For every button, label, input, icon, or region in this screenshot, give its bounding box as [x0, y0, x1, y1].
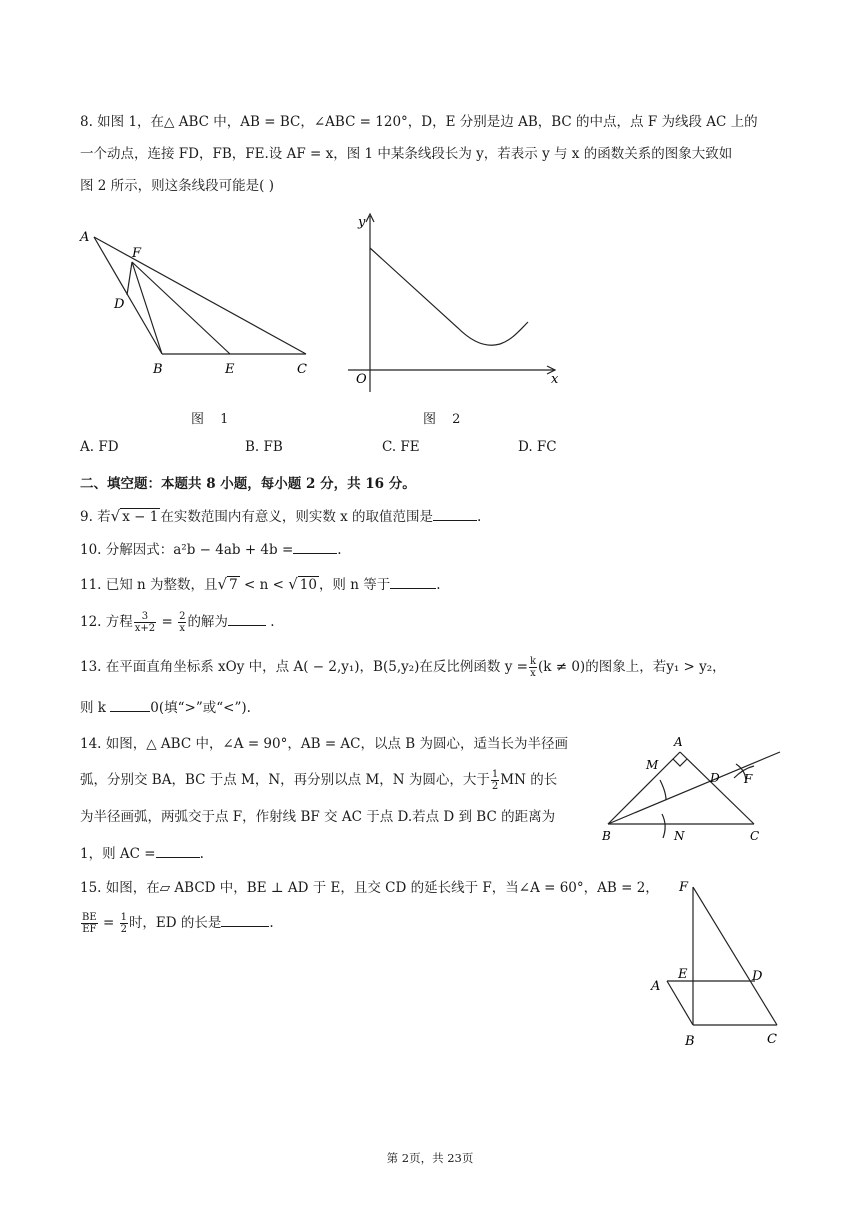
ray-bf — [608, 752, 780, 824]
q15-eq: = — [98, 915, 119, 931]
q8-line2: 一个动点，连接 FD，FB，FE.设 AF = x，图 1 中某条线段长为 y，若表示 y 与 x 的函数关系的图象大致如 — [80, 146, 733, 162]
q14-line2-post: MN 的长 — [500, 772, 558, 788]
q8-line1: 8. 如图 1，在△ ABC 中，AB = BC，∠ABC = 120°，D，E 分别是边 AB，BC 的中点，点 F 为线段 AC 上的 — [80, 114, 758, 130]
label-b: B — [685, 1034, 695, 1049]
label-a: A — [674, 735, 683, 749]
label-m: M — [646, 758, 659, 772]
q9 — [80, 506, 481, 527]
q11-mid: < n < — [239, 577, 289, 593]
label-a: A — [651, 979, 661, 994]
option-d: D. FC — [518, 439, 557, 455]
q14-line2-pre: 弧，分别交 BA，BC 于点 M，N，再分别以点 M，N 为圆心，大于 — [80, 772, 490, 788]
q15-line1: 15. 如图，在▱ ABCD 中，BE ⊥ AD 于 E，且交 CD 的延长线于 F，当∠A = 60°，AB = 2， — [80, 880, 659, 896]
q9-answer-blank — [433, 506, 477, 521]
arc-n — [662, 814, 665, 838]
label-f: F — [679, 880, 689, 895]
q9-post: 在实数范围内有意义，则实数 x 的取值范围是 — [160, 509, 434, 525]
q12-end: . — [265, 614, 275, 630]
sqrt-icon: √ — [217, 575, 228, 593]
q12-post: 的解为 — [187, 614, 228, 630]
q14-fraction: $\frac{1}{2}$ — [491, 769, 499, 792]
q10-answer-blank — [293, 539, 337, 554]
q13-answer-blank — [110, 697, 150, 712]
function-curve — [370, 248, 528, 345]
q14-line4 — [80, 843, 204, 864]
label-e: E — [225, 362, 235, 377]
label-f: F — [132, 246, 142, 261]
label-d: D — [114, 297, 125, 312]
q9-radicand: x − 1 — [122, 509, 159, 525]
q13-line2-pre: 则 k — [80, 700, 111, 716]
q14-figure — [596, 728, 796, 846]
segment-fd — [127, 262, 132, 295]
q10 — [80, 539, 342, 560]
q14-line2 — [80, 769, 557, 792]
segment-ba — [608, 752, 680, 824]
label-f: F — [744, 772, 753, 786]
section-2-heading: 二、填空题：本题共 8 小题，每小题 2 分，共 16 分。 — [80, 476, 416, 492]
sqrt-icon: √ — [288, 575, 298, 593]
q10-end: . — [337, 542, 342, 558]
q11-radicand-1: 7 — [229, 577, 238, 593]
label-d: D — [710, 771, 720, 785]
q12-pre: 12. 方程 — [80, 614, 133, 630]
q13-line1 — [80, 656, 726, 679]
q15-answer-blank — [221, 912, 269, 927]
q12-fraction-2: $\frac{2}{x}$ — [179, 611, 186, 634]
q11-pre: 11. 已知 n 为整数，且 — [80, 577, 218, 593]
q14-line3: 为半径画弧，两弧交于点 F，作射线 BF 交 AC 于点 D.若点 D 到 BC 的距离为 — [80, 809, 556, 825]
q13-line2 — [80, 697, 251, 718]
q11-end: . — [436, 577, 441, 593]
segment-ab — [667, 981, 693, 1025]
q11 — [80, 574, 441, 595]
q14-line4-pre: 1，则 AC = — [80, 846, 156, 862]
q11-post: ，则 n 等于 — [318, 577, 391, 593]
label-c: C — [767, 1032, 777, 1047]
label-e: E — [678, 967, 688, 982]
label-y: y — [358, 215, 366, 230]
q11-radicand-2: 10 — [299, 577, 317, 593]
q15-end: . — [269, 915, 274, 931]
label-b: B — [602, 829, 611, 843]
option-a: A. FD — [80, 439, 119, 455]
segment-ab — [94, 237, 162, 354]
q8-line3: 图 2 所示，则这条线段可能是( ) — [80, 178, 274, 194]
q14-answer-blank — [156, 843, 200, 858]
q13-line2-post: 0(填“>”或“<”). — [150, 700, 251, 716]
q12-fraction-1: $\frac{3}{x+2}$ — [134, 611, 156, 634]
q15-line2 — [80, 912, 274, 935]
q13-line1-post: (k ≠ 0)的图象上，若y₁ > y₂， — [538, 659, 726, 675]
label-x: x — [551, 372, 559, 387]
option-b: B. FB — [245, 439, 283, 455]
label-n: N — [674, 829, 685, 843]
label-b: B — [153, 362, 163, 377]
figure-1-caption: 图 1 — [191, 412, 235, 427]
q9-end: . — [477, 509, 482, 525]
q14-line4-end: . — [199, 846, 204, 862]
q10-pre: 10. 分解因式：a²b − 4ab + 4b = — [80, 542, 294, 558]
segment-ac — [680, 752, 754, 824]
q14-line1: 14. 如图，△ ABC 中，∠A = 90°，AB = AC，以点 B 为圆心，适当长为半径画 — [80, 736, 569, 752]
q13-fraction: $\frac{k}{x}$ — [529, 656, 536, 679]
arc-m — [660, 780, 666, 800]
label-d: D — [752, 969, 763, 984]
figure-2-graph — [340, 206, 570, 396]
option-c: C. FE — [382, 439, 420, 455]
label-o: O — [356, 372, 367, 387]
label-c: C — [750, 829, 760, 843]
q12 — [80, 611, 275, 634]
figure-1-triangle — [70, 222, 320, 382]
q15-fraction-2: $\frac{1}{2}$ — [120, 912, 127, 935]
q15-figure — [645, 875, 795, 1055]
label-a: A — [80, 230, 90, 245]
figure-2-caption: 图 2 — [423, 412, 467, 427]
segment-fc — [693, 887, 777, 1025]
q15-line2-post: 时，ED 的长是 — [128, 915, 222, 931]
q12-eq: = — [157, 614, 178, 630]
sqrt-icon: √ — [110, 507, 121, 525]
page-footer: 第 2页，共 23页 — [386, 1151, 474, 1165]
q11-answer-blank — [390, 574, 436, 589]
right-angle-mark — [673, 759, 687, 766]
q12-answer-blank — [228, 611, 266, 626]
q9-pre: 9. 若 — [80, 509, 111, 525]
segment-ac — [94, 237, 306, 354]
label-c: C — [297, 362, 307, 377]
q13-line1-pre: 13. 在平面直角坐标系 xOy 中，点 A( − 2,y₁)，B(5,y₂)在反比例函数 y = — [80, 659, 528, 675]
q15-fraction-1: $\frac{BE}{EF}$ — [82, 912, 97, 935]
